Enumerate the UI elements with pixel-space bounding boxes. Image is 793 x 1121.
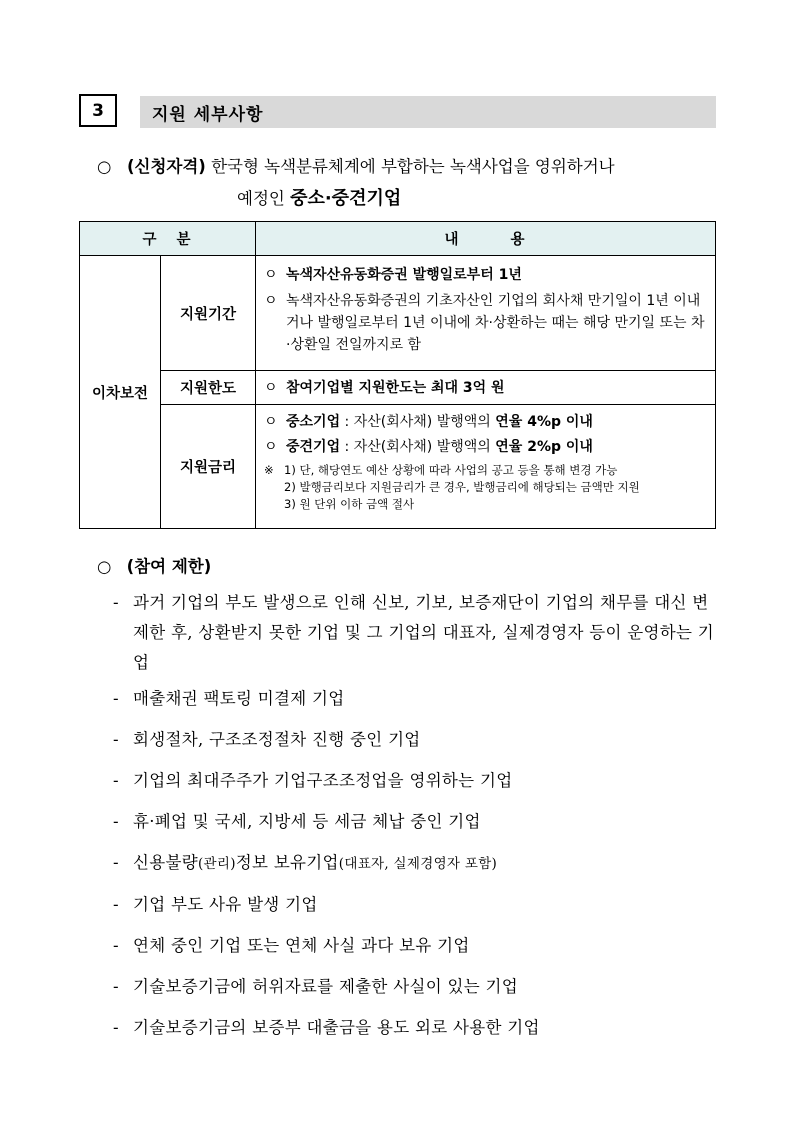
list-item xyxy=(113,890,723,920)
rate-midsize-label: 중견기업 xyxy=(286,439,341,455)
restriction-1: 과거 기업의 부도 발생으로 인해 신보, 기보, 보증재단이 기업의 채무를 대신 변제한 후, 상환받지 못한 기업 및 그 기업의 대표자, 실제경영자 등이 운영하는 기업 xyxy=(133,593,715,672)
period-line-1: 녹색자산유동화증권 발행일로부터 1년 xyxy=(286,267,522,283)
list-item xyxy=(113,807,723,837)
header-content xyxy=(256,222,716,256)
bullet-icon: ㅇ xyxy=(264,267,278,283)
category-cell: 이차보전 xyxy=(80,256,161,529)
restriction-6-part-a: 신용불량 xyxy=(133,853,198,872)
dash-bullet: - xyxy=(113,1018,119,1037)
table-header-row xyxy=(80,222,716,256)
rate-sme-text: : 자산(회사채) 발행액의 xyxy=(340,414,496,430)
list-item xyxy=(113,972,723,1002)
row-label-limit: 지원한도 xyxy=(161,371,256,405)
section-number: 3 xyxy=(79,94,117,127)
restriction-3: 회생절차, 구조조정절차 진행 중인 기업 xyxy=(133,730,421,749)
row-content-limit xyxy=(256,371,716,405)
restrictions-title: (참여 제한) xyxy=(126,557,212,576)
dash-bullet: - xyxy=(113,895,119,914)
circle-bullet-icon: ○ xyxy=(97,157,112,176)
restriction-2: 매출채권 팩토링 미결제 기업 xyxy=(133,689,345,708)
dash-bullet: - xyxy=(113,977,119,996)
list-item xyxy=(113,766,723,796)
limit-line-1: 참여기업별 지원한도는 최대 3억 원 xyxy=(286,380,505,396)
list-item xyxy=(113,848,723,879)
table-row xyxy=(80,405,716,529)
restriction-10: 기술보증기금의 보증부 대출금을 용도 외로 사용한 기업 xyxy=(133,1018,540,1037)
rate-sme-label: 중소기업 xyxy=(286,414,341,430)
list-item xyxy=(113,1013,723,1043)
row-label-rate: 지원금리 xyxy=(161,405,256,529)
list-item xyxy=(264,435,707,460)
row-content-rate xyxy=(256,405,716,529)
bullet-icon: ㅇ xyxy=(264,439,278,455)
note-2: 2) 발행금리보다 지원금리가 큰 경우, 발행금리에 해당되는 금액만 지원 xyxy=(284,480,640,494)
dash-bullet: - xyxy=(113,853,119,872)
rate-notes xyxy=(264,462,707,513)
row-label-period: 지원기간 xyxy=(161,256,256,371)
header-content-char-2: 용 xyxy=(510,232,527,248)
restriction-9: 기술보증기금에 허위자료를 제출한 사실이 있는 기업 xyxy=(133,977,518,996)
dash-bullet: - xyxy=(113,730,119,749)
list-item xyxy=(113,684,723,714)
list-item xyxy=(264,264,707,286)
support-details-table xyxy=(79,221,716,529)
list-item xyxy=(264,410,707,435)
circle-bullet-icon: ○ xyxy=(97,557,112,576)
list-item xyxy=(113,588,723,678)
dash-bullet: - xyxy=(113,593,119,612)
rate-midsize-text: : 자산(회사채) 발행액의 xyxy=(340,439,496,455)
restriction-6-part-b: (관리) xyxy=(197,856,236,872)
header-content-char-1: 내 xyxy=(444,232,461,248)
restriction-6-part-d: (대표자, 실제경영자 포함) xyxy=(338,856,498,872)
header-category-char-1: 구 xyxy=(142,232,159,248)
table-row xyxy=(80,371,716,405)
restriction-5: 휴·폐업 및 국세, 지방세 등 세금 체납 중인 기업 xyxy=(133,812,481,831)
section-title: 지원 세부사항 xyxy=(140,96,716,128)
bullet-icon: ㅇ xyxy=(264,293,278,309)
eligibility-label: (신청자격) xyxy=(127,157,206,176)
note-3: 3) 원 단위 이하 금액 절사 xyxy=(284,497,415,511)
list-item xyxy=(264,377,707,399)
period-line-2: 녹색자산유동화증권의 기초자산인 기업의 회사채 만기일이 1년 이내거나 발행일로부터 1년 이내에 차·상환하는 때는 해당 만기일 또는 차·상환일 전일까지로 함 xyxy=(286,293,705,353)
dash-bullet: - xyxy=(113,689,119,708)
eligibility-text-1: 한국형 녹색분류체계에 부합하는 녹색사업을 영위하거나 xyxy=(205,157,615,176)
list-item xyxy=(264,290,707,356)
restriction-4: 기업의 최대주주가 기업구조조정업을 영위하는 기업 xyxy=(133,771,513,790)
list-item xyxy=(113,931,723,961)
restriction-6-part-c: 정보 보유기업 xyxy=(235,853,339,872)
dash-bullet: - xyxy=(113,936,119,955)
restriction-6 xyxy=(133,853,497,872)
note-1: 1) 단, 해당연도 예산 상황에 따라 사업의 공고 등을 통해 변경 가능 xyxy=(284,463,618,477)
reference-mark-icon: ※ xyxy=(264,463,274,477)
rate-sme-value: 연율 4%p 이내 xyxy=(495,414,593,430)
restrictions-list xyxy=(113,588,723,1054)
restriction-7: 기업 부도 사유 발생 기업 xyxy=(133,895,318,914)
bullet-icon: ㅇ xyxy=(264,380,278,396)
eligibility-target: 중소·중견기업 xyxy=(290,188,402,209)
header-category xyxy=(80,222,256,256)
restriction-8: 연체 중인 기업 또는 연체 사실 과다 보유 기업 xyxy=(133,936,470,955)
restrictions-heading xyxy=(97,553,211,577)
eligibility-text-2: 예정인 xyxy=(237,189,291,208)
table-row xyxy=(80,256,716,371)
row-content-period xyxy=(256,256,716,371)
dash-bullet: - xyxy=(113,771,119,790)
bullet-icon: ㅇ xyxy=(264,414,278,430)
list-item xyxy=(113,725,723,755)
dash-bullet: - xyxy=(113,812,119,831)
rate-midsize-value: 연율 2%p 이내 xyxy=(495,439,593,455)
header-category-char-2: 분 xyxy=(176,232,193,248)
